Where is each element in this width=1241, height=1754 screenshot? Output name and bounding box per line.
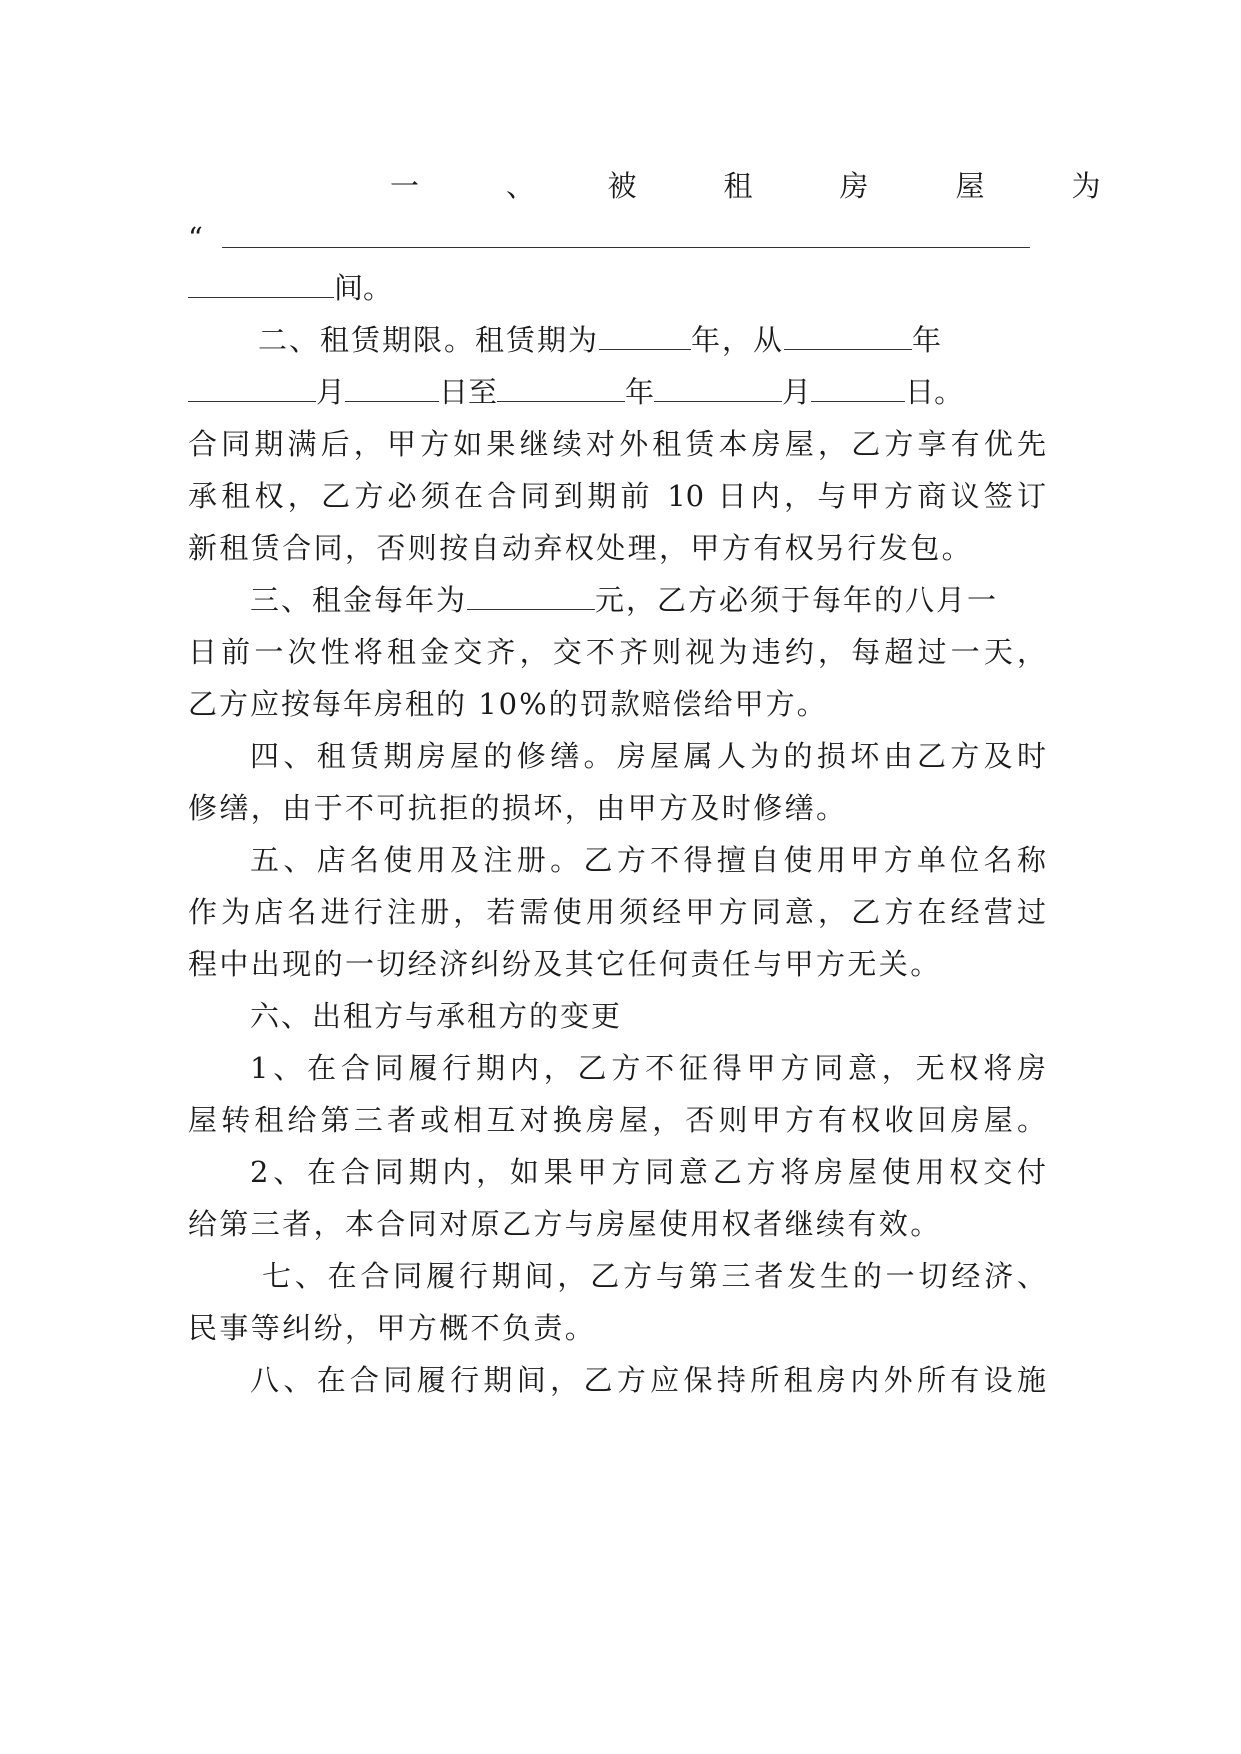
- text-line: 修缮，由于不可抗拒的损坏，由甲方及时修缮。: [188, 791, 848, 825]
- clause-5-line-1: [250, 840, 1046, 880]
- text-line: 民事等纠纷，甲方概不负责。: [188, 1311, 597, 1345]
- clause-1-end-line: [188, 268, 1046, 308]
- fill-in-blank[interactable]: [188, 271, 334, 298]
- text-line: 六、出租方与承租方的变更: [250, 999, 623, 1033]
- text-line: 二、租赁期限。租赁期为: [258, 323, 600, 357]
- fill-in-blank[interactable]: [599, 323, 691, 350]
- text-line: 日至: [439, 375, 498, 409]
- clause-8-line-1: [250, 1360, 1046, 1400]
- fill-in-blank[interactable]: [467, 583, 595, 610]
- text-line: 年，从: [691, 323, 785, 357]
- text-line: 月: [316, 375, 346, 409]
- text-line: 2、在合同期内，如果甲方同意乙方将房屋使用权交付: [250, 1155, 1046, 1189]
- clause-6-heading: [250, 996, 1046, 1036]
- text-line: 给第三者，本合同对原乙方与房屋使用权者继续有效。: [188, 1207, 942, 1241]
- clause-4-line-2: [188, 788, 1046, 828]
- fill-in-blank[interactable]: [811, 375, 905, 402]
- text-line: 乙方应按每年房租的 10%的罚款赔偿给甲方。: [188, 687, 828, 721]
- text-line: 间。: [334, 271, 393, 305]
- text-line: 日前一次性将租金交齐，交不齐则视为违约，每超过一天，: [188, 635, 1046, 669]
- fill-in-blank[interactable]: [222, 221, 1030, 248]
- fill-in-blank[interactable]: [497, 375, 625, 402]
- text-line: 三、租金每年为: [250, 583, 468, 617]
- text-line: 作为店名进行注册，若需使用须经甲方同意，乙方在经营过: [188, 895, 1046, 929]
- clause-6-1-line-1: [250, 1048, 1046, 1088]
- clause-6-1-line-2: [188, 1100, 1046, 1140]
- text-line: 屋转租给第三者或相互对换房屋，否则甲方有权收回房屋。: [188, 1103, 1046, 1137]
- clause-2-line-3: [188, 424, 1046, 464]
- clause-7-line-1: [262, 1256, 1046, 1296]
- clause-3-line-1: [250, 580, 1046, 620]
- clause-1-heading: [390, 166, 1101, 206]
- text-line: 合同期满后，甲方如果继续对外租赁本房屋，乙方享有优先: [188, 427, 1046, 461]
- clause-3-line-2: [188, 632, 1046, 672]
- clause-5-line-2: [188, 892, 1046, 932]
- text-line: 年: [912, 323, 942, 357]
- fill-in-blank[interactable]: [188, 375, 316, 402]
- clause-6-2-line-1: [250, 1152, 1046, 1192]
- text-line: 月: [782, 375, 812, 409]
- text-line: 四、租赁期房屋的修缮。房屋属人为的损坏由乙方及时: [250, 739, 1046, 773]
- clause-5-line-3: [188, 944, 1046, 984]
- text-line: 1、在合同履行期内，乙方不征得甲方同意，无权将房: [250, 1051, 1046, 1085]
- fill-in-blank[interactable]: [784, 323, 912, 350]
- text-line: 元，乙方必须于每年的八月一: [595, 583, 999, 617]
- fill-in-blank[interactable]: [345, 375, 439, 402]
- text-line: 五、店名使用及注册。乙方不得擅自使用甲方单位名称: [250, 843, 1046, 877]
- clause-2-line-5: [188, 528, 1046, 568]
- clause-4-line-1: [250, 736, 1046, 776]
- text-line: 年: [625, 375, 655, 409]
- text-line: 程中出现的一切经济纠纷及其它任何责任与甲方无关。: [188, 947, 942, 981]
- fill-in-blank[interactable]: [654, 375, 782, 402]
- clause-2-line-2: [188, 372, 1046, 412]
- clause-3-line-3: [188, 684, 1046, 724]
- clause-2-line-1: [258, 320, 1048, 360]
- text-line: 承租权，乙方必须在合同到期前 10 日内，与甲方商议签订: [188, 479, 1046, 513]
- text-line: 七、在合同履行期间，乙方与第三者发生的一切经济、: [262, 1259, 1046, 1293]
- clause-1-blank-line: [188, 218, 1046, 258]
- clause-7-line-2: [188, 1308, 1046, 1348]
- quote-mark: “: [188, 221, 203, 255]
- text-line: 日。: [905, 375, 964, 409]
- clause-6-2-line-2: [188, 1204, 1046, 1244]
- text-line: 八、在合同履行期间，乙方应保持所租房内外所有设施: [250, 1363, 1046, 1397]
- text-line: 新租赁合同，否则按自动弃权处理，甲方有权另行发包。: [188, 531, 974, 565]
- text-line: 一 、 被 租 房 屋 为: [390, 169, 1101, 203]
- clause-2-line-4: [188, 476, 1046, 516]
